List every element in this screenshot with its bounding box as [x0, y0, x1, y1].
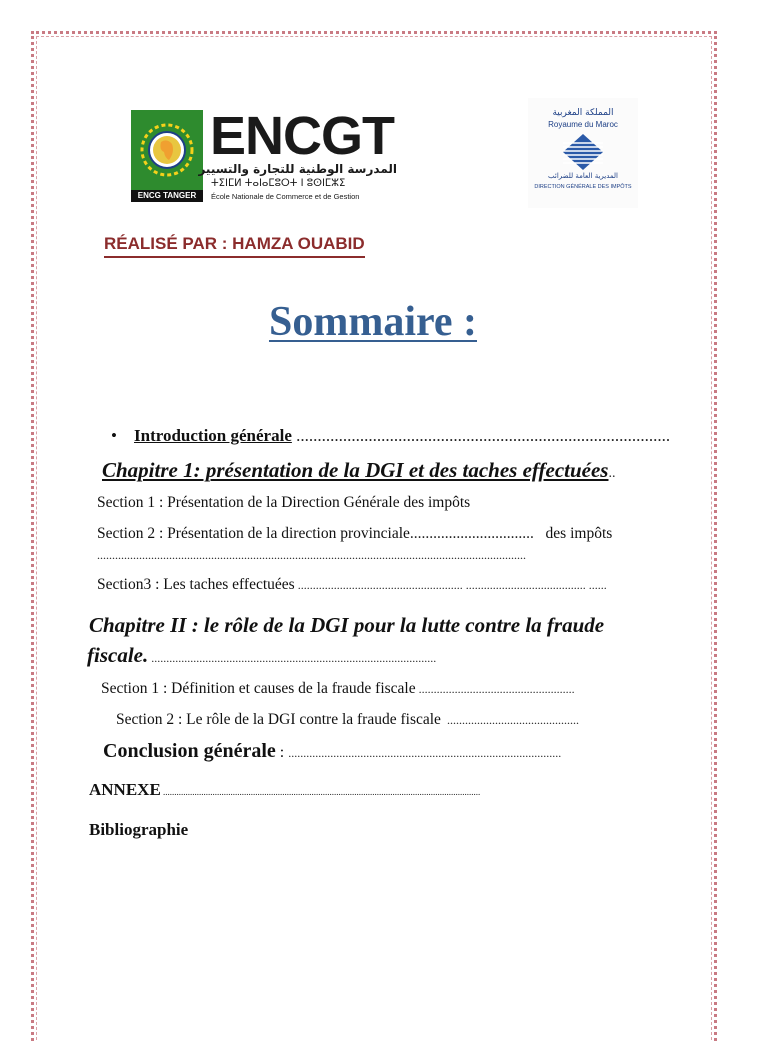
toc-section3	[97, 576, 657, 594]
encg-emblem	[131, 110, 203, 202]
encgt-wordmark: ENCGT	[210, 106, 394, 166]
toc-bibliographie	[89, 820, 188, 840]
encgt-tifinagh-name: ⵜⵉⵏⵎⵍ ⵜⴰⵏⴰⵎⵓⵔⵜ ⵏ ⵓⵙⵏⵎⵣⵉ	[211, 178, 346, 189]
toc-ch2-section2-leader: ............................................	[440, 713, 579, 727]
toc-chapter2-line2	[87, 643, 657, 668]
encgt-french-name: École Nationale de Commerce et de Gestion	[211, 192, 360, 201]
toc-ch2-section2	[116, 711, 657, 729]
toc-section3-leader: ....................................................... ........................................ ......	[294, 578, 607, 592]
dgi-logo	[528, 98, 638, 208]
toc-section3-label: Section3 : Les taches effectuées	[97, 576, 295, 593]
toc-ch2-section2-label: Section 2 : Le rôle de la DGI contre la fraude fiscale	[116, 711, 441, 728]
toc-section2-leader-line	[97, 548, 657, 563]
toc-ch2-section1	[101, 680, 657, 698]
toc-intro	[111, 426, 671, 446]
toc-conclusion	[103, 740, 659, 763]
page-title: Sommaire :	[268, 299, 477, 345]
toc-section1	[97, 494, 657, 512]
toc-chapter2-label-line1: Chapitre II : le rôle de la DGI pour la lutte contre la fraude	[89, 613, 605, 637]
toc-intro-label: Introduction générale	[134, 426, 292, 445]
toc-conclusion-label: Conclusion générale	[103, 740, 276, 762]
toc-chapter2-leader: ...............................................................................................	[148, 651, 437, 665]
toc-chapter1-leader: ..	[608, 466, 616, 481]
dgi-arabic-bottom: المديرية العامة للضرائب	[548, 172, 618, 180]
encgt-arabic-name: المدرسة الوطنية للتجارة والتسيير	[198, 162, 397, 176]
encg-badge-label: ENCG TANGER	[131, 190, 203, 202]
toc-annexe-leader: .............................................................................................................................................	[160, 787, 481, 797]
toc-chapter1-label: Chapitre 1: présentation de la DGI et des taches effectuées	[102, 458, 609, 482]
toc-ch2-section1-leader: ....................................................	[415, 682, 575, 696]
dgi-french-top: Royaume du Maroc	[548, 120, 618, 129]
toc-chapter2-line1	[89, 613, 659, 638]
globe-emblem-icon	[137, 114, 197, 188]
toc-conclusion-leader: ...........................................................................................	[288, 746, 562, 760]
dgi-diamond-icon	[563, 134, 603, 170]
toc-section2-leader: ................................	[409, 525, 534, 542]
toc-section2	[97, 525, 659, 543]
dgi-arabic-top: المملكة المغربية	[552, 108, 614, 118]
toc-chapter2-label-line2: fiscale.	[87, 643, 149, 667]
toc-ch2-section1-label: Section 1 : Définition et causes de la fraude fiscale	[101, 680, 416, 697]
toc-intro-leader: ........................................................................................	[291, 426, 671, 445]
toc-section2-leader-row: ...............................................................................................................................................	[97, 548, 526, 562]
toc-chapter1	[102, 458, 662, 483]
toc-section2-label: Section 2 : Présentation de la direction provinciale	[97, 525, 410, 542]
toc-section2-tail: des impôts	[533, 525, 613, 542]
toc-conclusion-sep: :	[275, 744, 289, 761]
dgi-french-bottom: DIRECTION GÉNÉRALE DES IMPÔTS	[534, 184, 632, 190]
bullet-icon: •	[111, 426, 117, 445]
toc-annexe	[89, 780, 599, 800]
author-line: RÉALISÉ PAR : HAMZA OUABID	[104, 233, 365, 258]
toc-bibliographie-label: Bibliographie	[89, 820, 189, 839]
toc-section1-label: Section 1 : Présentation de la Direction Générale des impôts	[97, 494, 471, 511]
toc-annexe-label: ANNEXE	[89, 780, 161, 799]
